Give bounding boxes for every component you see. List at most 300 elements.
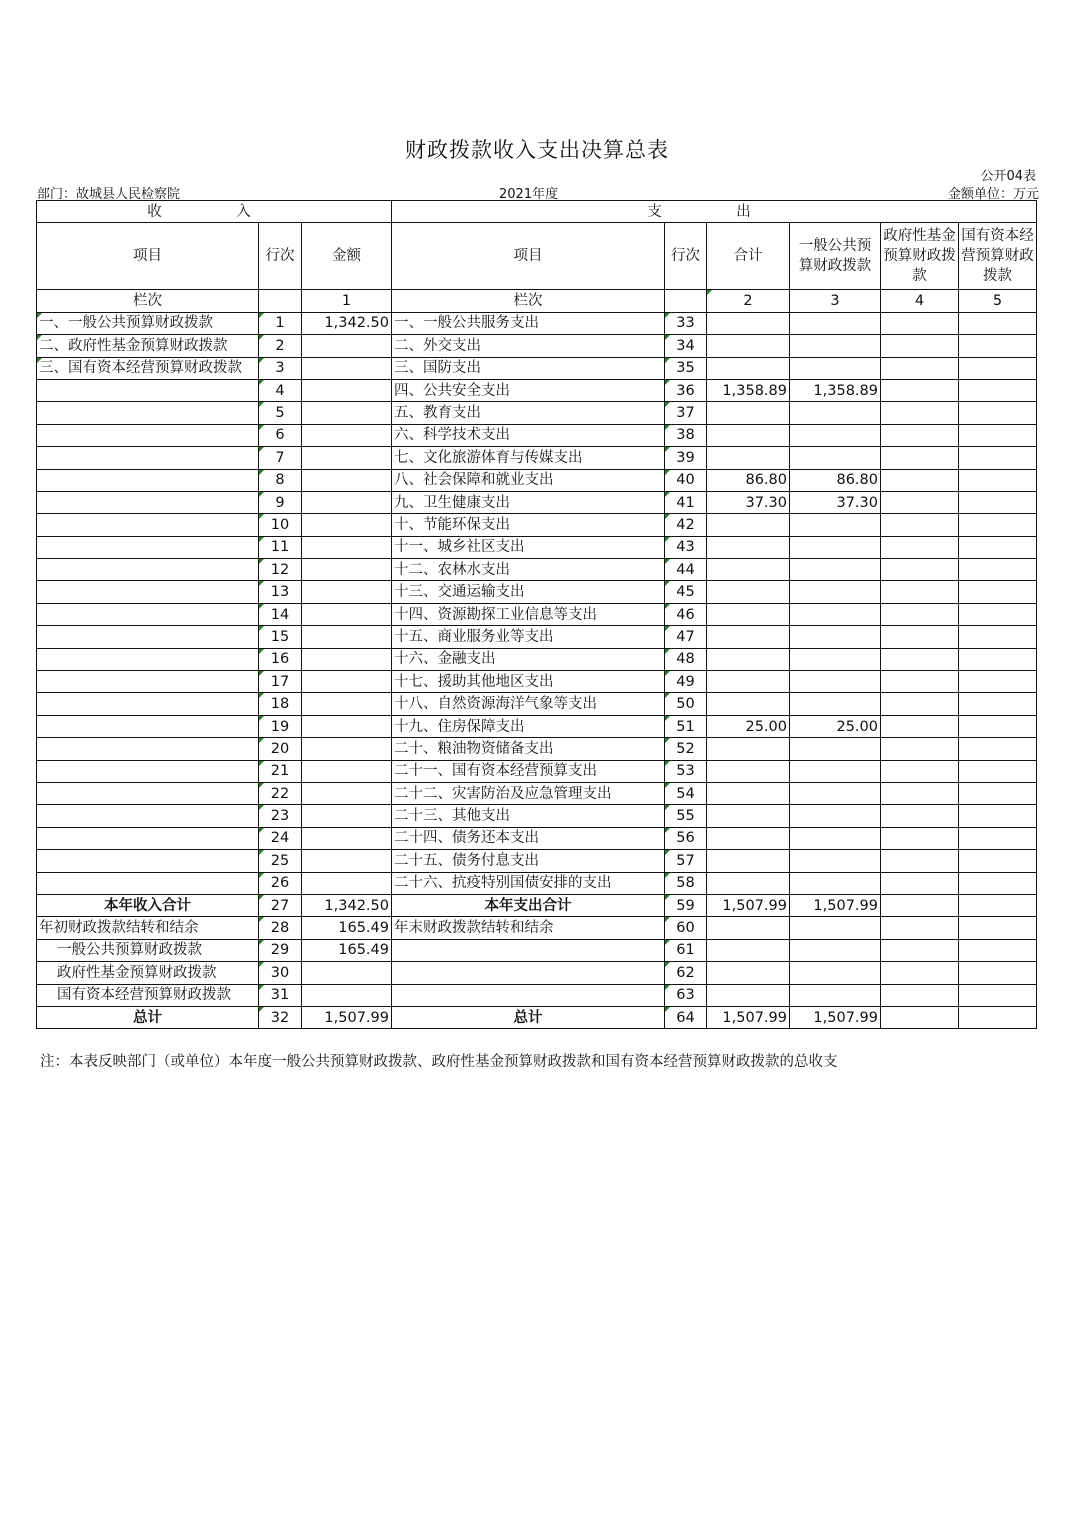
expense-fund <box>881 469 959 491</box>
income-amount <box>302 469 392 491</box>
table-row <box>37 850 1037 872</box>
expense-general: 1,507.99 <box>790 894 881 916</box>
expense-state <box>959 671 1037 693</box>
expense-item: 二十二、灾害防治及应急管理支出 <box>392 782 665 804</box>
expense-fund <box>881 782 959 804</box>
expense-state <box>959 379 1037 401</box>
expense-state <box>959 850 1037 872</box>
expense-general: 1,358.89 <box>790 379 881 401</box>
income-row-no: 4 <box>259 379 302 401</box>
label-income-item: 栏次 <box>37 290 259 312</box>
expense-fund <box>881 514 959 536</box>
table-row <box>37 603 1037 625</box>
expense-item: 本年支出合计 <box>392 894 665 916</box>
expense-general <box>790 962 881 984</box>
income-row-no: 14 <box>259 603 302 625</box>
expense-total <box>707 984 790 1006</box>
income-amount: 165.49 <box>302 917 392 939</box>
expense-total <box>707 514 790 536</box>
income-section: 收 入 <box>37 201 392 223</box>
expense-row-no: 39 <box>665 447 707 469</box>
expense-total <box>707 626 790 648</box>
expense-total <box>707 827 790 849</box>
expense-total <box>707 850 790 872</box>
table-row <box>37 581 1037 603</box>
income-amount <box>302 581 392 603</box>
expense-state <box>959 738 1037 760</box>
expense-item: 二十一、国有资本经营预算支出 <box>392 760 665 782</box>
expense-row-no: 44 <box>665 559 707 581</box>
expense-item: 四、公共安全支出 <box>392 379 665 401</box>
expense-item: 十八、自然资源海洋气象等支出 <box>392 693 665 715</box>
expense-row-no: 45 <box>665 581 707 603</box>
expense-state <box>959 894 1037 916</box>
income-row-no: 19 <box>259 715 302 737</box>
expense-item: 一、一般公共服务支出 <box>392 312 665 334</box>
income-amount <box>302 402 392 424</box>
expense-section: 支 出 <box>392 201 1037 223</box>
expense-row-no: 57 <box>665 850 707 872</box>
expense-state <box>959 357 1037 379</box>
income-row-no: 24 <box>259 827 302 849</box>
expense-general <box>790 559 881 581</box>
table-row <box>37 379 1037 401</box>
expense-state <box>959 984 1037 1006</box>
table-row <box>37 782 1037 804</box>
income-row-no: 1 <box>259 312 302 334</box>
income-row-no: 21 <box>259 760 302 782</box>
expense-row-no: 62 <box>665 962 707 984</box>
expense-total <box>707 760 790 782</box>
expense-fund <box>881 693 959 715</box>
label-income-no <box>259 290 302 312</box>
header-income-item: 项目 <box>37 223 259 290</box>
expense-fund <box>881 581 959 603</box>
expense-fund <box>881 424 959 446</box>
table-row <box>37 514 1037 536</box>
income-item: 一、一般公共预算财政拨款 <box>37 312 259 334</box>
expense-row-no: 50 <box>665 693 707 715</box>
income-amount: 1,342.50 <box>302 894 392 916</box>
expense-item: 十六、金融支出 <box>392 648 665 670</box>
income-item: 年初财政拨款结转和结余 <box>37 917 259 939</box>
table-row <box>37 827 1037 849</box>
expense-row-no: 43 <box>665 536 707 558</box>
label-state-col: 5 <box>959 290 1037 312</box>
expense-general <box>790 805 881 827</box>
table-row <box>37 559 1037 581</box>
income-amount <box>302 738 392 760</box>
expense-general <box>790 693 881 715</box>
income-item <box>37 447 259 469</box>
expense-row-no: 53 <box>665 760 707 782</box>
expense-fund <box>881 357 959 379</box>
income-item <box>37 760 259 782</box>
income-item: 二、政府性基金预算财政拨款 <box>37 335 259 357</box>
income-amount <box>302 559 392 581</box>
expense-general <box>790 514 881 536</box>
expense-total <box>707 917 790 939</box>
table-row <box>37 671 1037 693</box>
expense-general <box>790 671 881 693</box>
expense-general <box>790 402 881 424</box>
expense-fund <box>881 312 959 334</box>
table-row <box>37 693 1037 715</box>
income-row-no: 13 <box>259 581 302 603</box>
income-item <box>37 626 259 648</box>
expense-fund <box>881 402 959 424</box>
expense-state <box>959 335 1037 357</box>
table-row <box>37 760 1037 782</box>
expense-total <box>707 693 790 715</box>
label-amount-col: 1 <box>302 290 392 312</box>
income-row-no: 32 <box>259 1006 302 1028</box>
income-amount <box>302 671 392 693</box>
expense-fund <box>881 648 959 670</box>
expense-row-no: 47 <box>665 626 707 648</box>
expense-state <box>959 514 1037 536</box>
table-row <box>37 805 1037 827</box>
income-amount <box>302 850 392 872</box>
expense-state <box>959 469 1037 491</box>
label-fund-col: 4 <box>881 290 959 312</box>
expense-row-no: 59 <box>665 894 707 916</box>
table-row <box>37 894 1037 916</box>
expense-total: 37.30 <box>707 491 790 513</box>
expense-row-no: 52 <box>665 738 707 760</box>
expense-general <box>790 850 881 872</box>
income-row-no: 26 <box>259 872 302 894</box>
expense-total <box>707 805 790 827</box>
expense-row-no: 51 <box>665 715 707 737</box>
header-expense-row-no: 行次 <box>665 223 707 290</box>
expense-item: 十一、城乡社区支出 <box>392 536 665 558</box>
expense-general: 1,507.99 <box>790 1006 881 1028</box>
expense-row-no: 49 <box>665 671 707 693</box>
expense-state <box>959 805 1037 827</box>
income-item <box>37 559 259 581</box>
expense-item <box>392 984 665 1006</box>
income-amount <box>302 626 392 648</box>
expense-row-no: 61 <box>665 939 707 961</box>
expense-item: 十五、商业服务业等支出 <box>392 626 665 648</box>
expense-total <box>707 939 790 961</box>
expense-item: 二十五、债务付息支出 <box>392 850 665 872</box>
income-amount: 1,507.99 <box>302 1006 392 1028</box>
expense-fund <box>881 894 959 916</box>
expense-item: 总计 <box>392 1006 665 1028</box>
income-row-no: 28 <box>259 917 302 939</box>
income-item: 本年收入合计 <box>37 894 259 916</box>
income-row-no: 11 <box>259 536 302 558</box>
income-item <box>37 671 259 693</box>
income-row-no: 9 <box>259 491 302 513</box>
expense-state <box>959 581 1037 603</box>
income-item: 国有资本经营预算财政拨款 <box>37 984 259 1006</box>
expense-total <box>707 402 790 424</box>
income-amount <box>302 693 392 715</box>
income-item <box>37 379 259 401</box>
income-item <box>37 648 259 670</box>
meta-row <box>37 183 1039 200</box>
table-row <box>37 357 1037 379</box>
expense-fund <box>881 1006 959 1028</box>
expense-total <box>707 872 790 894</box>
year-label: 2021年度 <box>499 187 559 202</box>
expense-state <box>959 603 1037 625</box>
table-row <box>37 626 1037 648</box>
label-expense-item: 栏次 <box>392 290 665 312</box>
income-amount <box>302 782 392 804</box>
budget-table <box>36 200 1037 1029</box>
expense-state <box>959 693 1037 715</box>
table-row <box>37 738 1037 760</box>
expense-state <box>959 402 1037 424</box>
expense-general <box>790 603 881 625</box>
income-amount <box>302 491 392 513</box>
expense-total: 1,507.99 <box>707 1006 790 1028</box>
income-amount <box>302 962 392 984</box>
expense-general <box>790 827 881 849</box>
income-item <box>37 827 259 849</box>
expense-row-no: 36 <box>665 379 707 401</box>
income-amount <box>302 514 392 536</box>
expense-fund <box>881 917 959 939</box>
expense-state <box>959 312 1037 334</box>
expense-total <box>707 559 790 581</box>
expense-item: 七、文化旅游体育与传媒支出 <box>392 447 665 469</box>
expense-row-no: 46 <box>665 603 707 625</box>
income-row-no: 30 <box>259 962 302 984</box>
expense-row-no: 41 <box>665 491 707 513</box>
expense-state <box>959 648 1037 670</box>
expense-fund <box>881 939 959 961</box>
expense-row-no: 37 <box>665 402 707 424</box>
expense-fund <box>881 335 959 357</box>
income-item <box>37 850 259 872</box>
header-fund: 政府性基金预算财政拨款 <box>881 223 959 290</box>
expense-state <box>959 760 1037 782</box>
expense-general <box>790 335 881 357</box>
expense-state <box>959 715 1037 737</box>
income-amount <box>302 805 392 827</box>
header-total: 合计 <box>707 223 790 290</box>
expense-item: 八、社会保障和就业支出 <box>392 469 665 491</box>
expense-item: 二十、粮油物资储备支出 <box>392 738 665 760</box>
income-item: 总计 <box>37 1006 259 1028</box>
income-item <box>37 514 259 536</box>
income-amount <box>302 872 392 894</box>
income-row-no: 29 <box>259 939 302 961</box>
income-row-no: 3 <box>259 357 302 379</box>
expense-general <box>790 782 881 804</box>
expense-total <box>707 581 790 603</box>
expense-item: 二、外交支出 <box>392 335 665 357</box>
expense-general <box>790 939 881 961</box>
expense-state <box>959 536 1037 558</box>
expense-general <box>790 447 881 469</box>
income-item: 三、国有资本经营预算财政拨款 <box>37 357 259 379</box>
expense-state <box>959 939 1037 961</box>
expense-row-no: 58 <box>665 872 707 894</box>
expense-fund <box>881 559 959 581</box>
income-row-no: 6 <box>259 424 302 446</box>
footnote: 注：本表反映部门（或单位）本年度一般公共预算财政拨款、政府性基金预算财政拨款和国有资本经营预算财政拨款的总收支 <box>40 1054 838 1070</box>
income-item <box>37 469 259 491</box>
income-amount <box>302 603 392 625</box>
expense-row-no: 38 <box>665 424 707 446</box>
income-row-no: 8 <box>259 469 302 491</box>
expense-state <box>959 962 1037 984</box>
expense-general: 37.30 <box>790 491 881 513</box>
expense-general <box>790 738 881 760</box>
income-amount <box>302 827 392 849</box>
income-item <box>37 872 259 894</box>
table-row <box>37 917 1037 939</box>
expense-total <box>707 536 790 558</box>
page-title: 财政拨款收入支出决算总表 <box>405 138 669 162</box>
expense-total <box>707 738 790 760</box>
income-amount: 1,342.50 <box>302 312 392 334</box>
expense-row-no: 56 <box>665 827 707 849</box>
column-label-row <box>37 290 1037 312</box>
expense-item: 年末财政拨款结转和结余 <box>392 917 665 939</box>
expense-item: 二十六、抗疫特别国债安排的支出 <box>392 872 665 894</box>
expense-state <box>959 782 1037 804</box>
expense-state <box>959 917 1037 939</box>
expense-row-no: 63 <box>665 984 707 1006</box>
label-total-col: 2 <box>707 290 790 312</box>
expense-state <box>959 447 1037 469</box>
income-row-no: 7 <box>259 447 302 469</box>
expense-general <box>790 984 881 1006</box>
expense-state <box>959 491 1037 513</box>
expense-item <box>392 939 665 961</box>
income-amount <box>302 335 392 357</box>
expense-fund <box>881 379 959 401</box>
expense-item: 九、卫生健康支出 <box>392 491 665 513</box>
expense-state <box>959 1006 1037 1028</box>
table-row <box>37 469 1037 491</box>
expense-fund <box>881 872 959 894</box>
expense-state <box>959 872 1037 894</box>
expense-item: 十四、资源勘探工业信息等支出 <box>392 603 665 625</box>
expense-total: 1,358.89 <box>707 379 790 401</box>
income-row-no: 5 <box>259 402 302 424</box>
income-row-no: 31 <box>259 984 302 1006</box>
table-row <box>37 312 1037 334</box>
table-row <box>37 402 1037 424</box>
expense-fund <box>881 805 959 827</box>
header-expense-item: 项目 <box>392 223 665 290</box>
expense-state <box>959 559 1037 581</box>
expense-row-no: 55 <box>665 805 707 827</box>
income-row-no: 15 <box>259 626 302 648</box>
expense-state <box>959 626 1037 648</box>
income-item <box>37 402 259 424</box>
expense-row-no: 64 <box>665 1006 707 1028</box>
table-row <box>37 491 1037 513</box>
expense-total <box>707 962 790 984</box>
income-item <box>37 782 259 804</box>
income-item <box>37 715 259 737</box>
income-amount <box>302 984 392 1006</box>
expense-item: 六、科学技术支出 <box>392 424 665 446</box>
income-row-no: 16 <box>259 648 302 670</box>
income-item <box>37 491 259 513</box>
expense-item: 十三、交通运输支出 <box>392 581 665 603</box>
expense-total <box>707 782 790 804</box>
table-row <box>37 939 1037 961</box>
expense-general: 86.80 <box>790 469 881 491</box>
table-row <box>37 648 1037 670</box>
income-amount <box>302 760 392 782</box>
income-item <box>37 603 259 625</box>
income-item <box>37 536 259 558</box>
expense-fund <box>881 447 959 469</box>
expense-fund <box>881 603 959 625</box>
expense-total <box>707 603 790 625</box>
expense-total: 86.80 <box>707 469 790 491</box>
table-row <box>37 962 1037 984</box>
expense-general <box>790 917 881 939</box>
income-row-no: 27 <box>259 894 302 916</box>
income-item <box>37 581 259 603</box>
expense-general: 25.00 <box>790 715 881 737</box>
unit-label: 金额单位：万元 <box>947 187 1039 202</box>
expense-row-no: 42 <box>665 514 707 536</box>
table-row <box>37 872 1037 894</box>
table-row <box>37 715 1037 737</box>
header-income-row-no: 行次 <box>259 223 302 290</box>
form-number: 公开04表 <box>980 169 1036 184</box>
expense-item: 十九、住房保障支出 <box>392 715 665 737</box>
table-row <box>37 984 1037 1006</box>
income-item: 一般公共预算财政拨款 <box>37 939 259 961</box>
label-expense-no <box>665 290 707 312</box>
expense-state <box>959 827 1037 849</box>
expense-item: 三、国防支出 <box>392 357 665 379</box>
income-item <box>37 424 259 446</box>
income-amount <box>302 648 392 670</box>
header-amount: 金额 <box>302 223 392 290</box>
header-state: 国有资本经营预算财政拨款 <box>959 223 1037 290</box>
income-row-no: 10 <box>259 514 302 536</box>
expense-general <box>790 581 881 603</box>
expense-total: 1,507.99 <box>707 894 790 916</box>
department-label: 部门：故城县人民检察院 <box>37 187 181 202</box>
income-row-no: 17 <box>259 671 302 693</box>
income-item: 政府性基金预算财政拨款 <box>37 962 259 984</box>
expense-item: 五、教育支出 <box>392 402 665 424</box>
expense-item: 十七、援助其他地区支出 <box>392 671 665 693</box>
expense-fund <box>881 536 959 558</box>
expense-total <box>707 335 790 357</box>
income-amount <box>302 447 392 469</box>
expense-total <box>707 357 790 379</box>
expense-general <box>790 760 881 782</box>
table-row <box>37 447 1037 469</box>
expense-fund <box>881 850 959 872</box>
expense-fund <box>881 738 959 760</box>
expense-fund <box>881 984 959 1006</box>
expense-item <box>392 962 665 984</box>
expense-total <box>707 671 790 693</box>
income-amount <box>302 379 392 401</box>
income-item <box>37 738 259 760</box>
expense-total <box>707 312 790 334</box>
income-item <box>37 805 259 827</box>
